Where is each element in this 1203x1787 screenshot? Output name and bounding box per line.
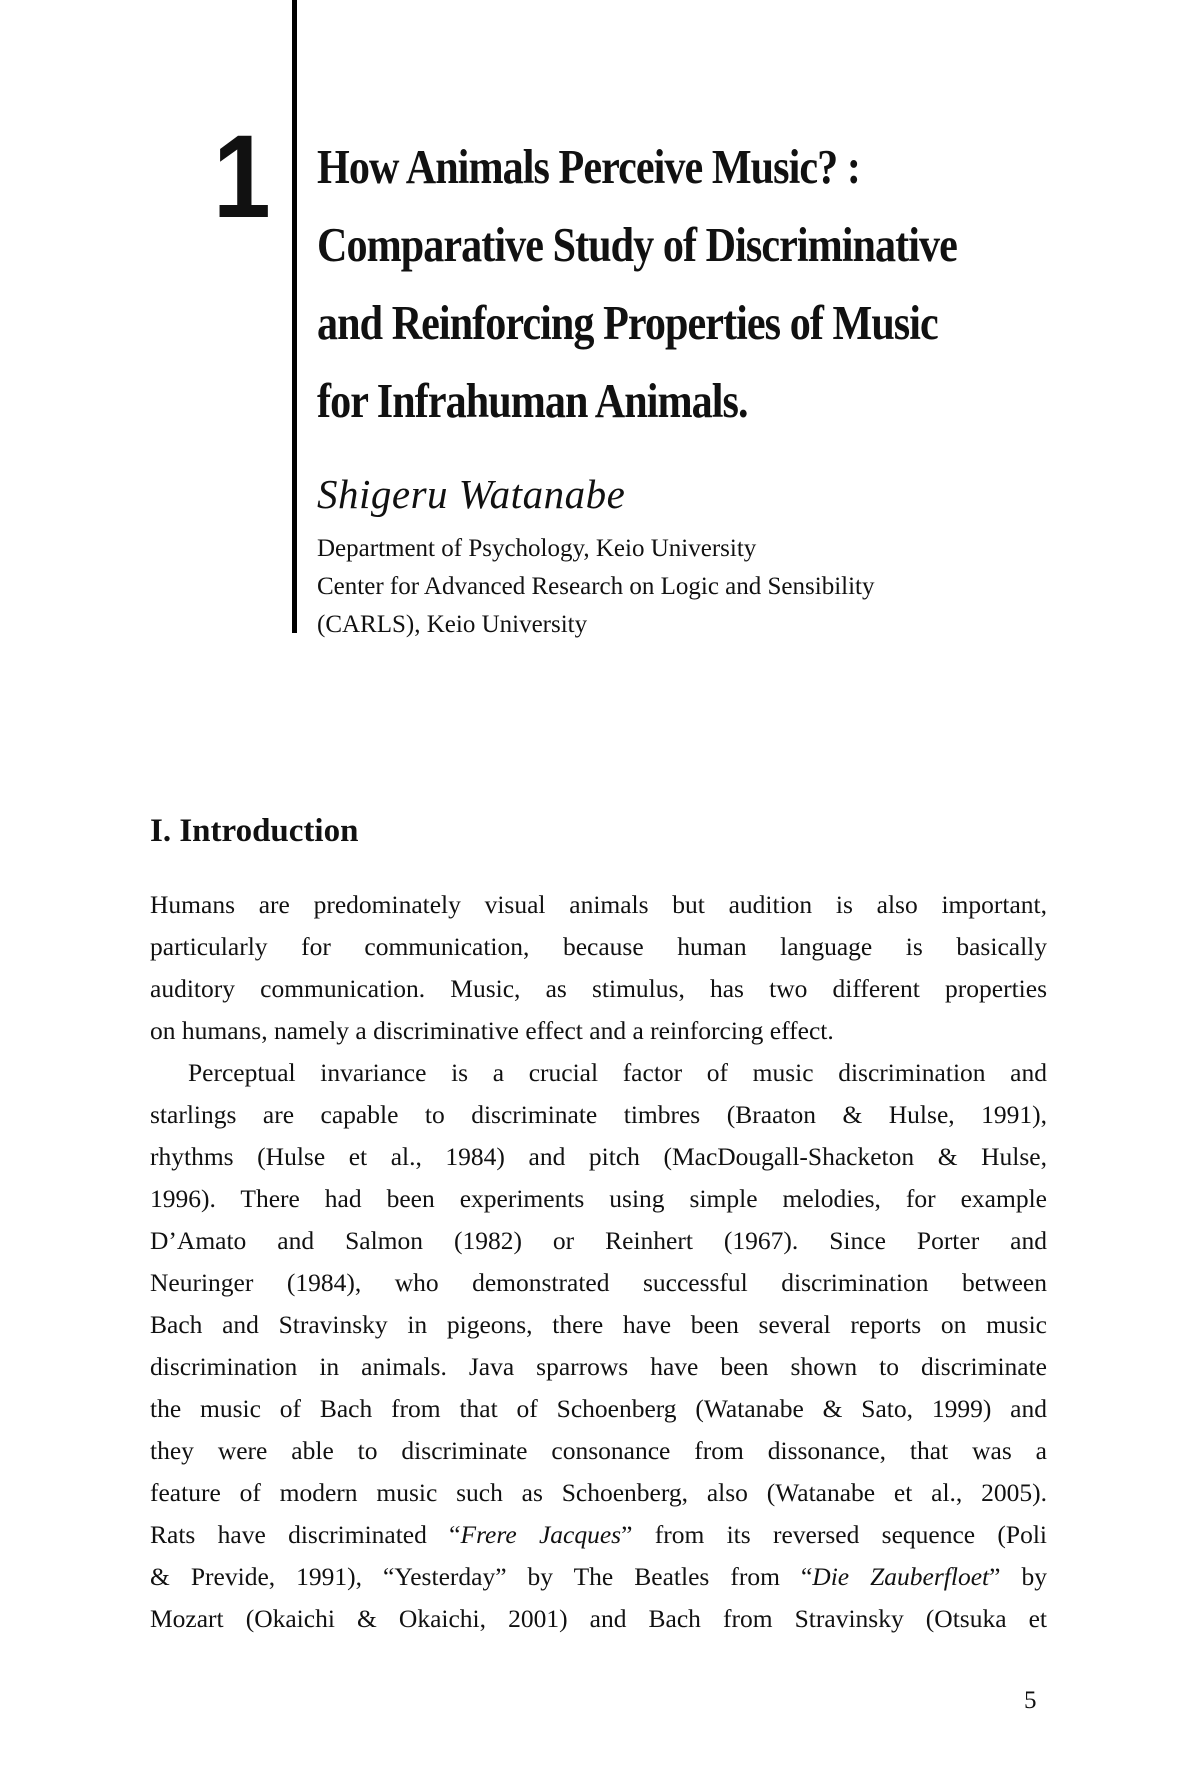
- author-affiliation: [317, 530, 874, 644]
- chapter-title-line: Comparative Study of Discriminative: [317, 217, 957, 272]
- paragraph-2-line: Bach and Stravinsky in pigeons, there have been several reports on music: [150, 1310, 1047, 1339]
- paragraph-1-line: Humans are predominately visual animals but audition is also important,: [150, 890, 1047, 919]
- text-run: Rats have discriminated “: [150, 1520, 461, 1549]
- paragraph-2-line: the music of Bach from that of Schoenberg (Watanabe & Sato, 1999) and: [150, 1394, 1047, 1423]
- paragraph-2-line: discrimination in animals. Java sparrows have been shown to discriminate: [150, 1352, 1047, 1381]
- text-run: & Previde, 1991), “Yesterday” by The Beatles from “: [150, 1562, 813, 1591]
- text-run: ” by: [989, 1562, 1047, 1591]
- paragraph-2-line: [150, 1514, 1047, 1556]
- paragraph-2-line: Neuringer (1984), who demonstrated successful discrimination between: [150, 1268, 1047, 1297]
- paragraph-2-line: they were able to discriminate consonance from dissonance, that was a: [150, 1436, 1047, 1465]
- paragraph-2-line: 1996). There had been experiments using simple melodies, for example: [150, 1184, 1047, 1213]
- affiliation-line: (CARLS), Keio University: [317, 611, 588, 638]
- italic-song-title: Frere Jacques: [460, 1520, 622, 1549]
- paragraph-1-line: on humans, namely a discriminative effect and a reinforcing effect.: [150, 1016, 834, 1045]
- paragraph-2-line: D’Amato and Salmon (1982) or Reinhert (1967). Since Porter and: [150, 1226, 1047, 1255]
- author-name: Shigeru Watanabe: [317, 471, 626, 517]
- affiliation-line: Center for Advanced Research on Logic and Sensibility: [317, 573, 875, 600]
- paragraph-2-line: starlings are capable to discriminate timbres (Braaton & Hulse, 1991),: [150, 1100, 1047, 1129]
- chapter-title: [317, 128, 988, 440]
- chapter-number: 1: [213, 111, 271, 243]
- paragraph-1-line: particularly for communication, because human language is basically: [150, 932, 1047, 961]
- chapter-title-line: How Animals Perceive Music? :: [317, 139, 860, 194]
- chapter-vertical-rule: [292, 0, 297, 633]
- paragraph-1-line: auditory communication. Music, as stimulus, has two different properties: [150, 974, 1047, 1003]
- italic-opera-title: Die Zauberfloet: [812, 1562, 990, 1591]
- paragraph-2-line: feature of modern music such as Schoenberg, also (Watanabe et al., 2005).: [150, 1478, 1047, 1507]
- introduction-body: [150, 884, 1047, 1640]
- affiliation-line: Department of Psychology, Keio University: [317, 535, 757, 562]
- chapter-title-line: and Reinforcing Properties of Music: [317, 295, 938, 350]
- section-heading-introduction: I. Introduction: [150, 813, 359, 849]
- page-number: 5: [1024, 1687, 1037, 1714]
- paragraph-2-line: rhythms (Hulse et al., 1984) and pitch (MacDougall-Shacketon & Hulse,: [150, 1142, 1047, 1171]
- text-run: ” from its reversed sequence (Poli: [621, 1520, 1047, 1549]
- paragraph-2-line: [150, 1556, 1047, 1598]
- paragraph-2-line: Mozart (Okaichi & Okaichi, 2001) and Bach from Stravinsky (Otsuka et: [150, 1604, 1047, 1633]
- chapter-title-line: for Infrahuman Animals.: [317, 373, 748, 428]
- paragraph-2-line: Perceptual invariance is a crucial factor of music discrimination and: [188, 1058, 1047, 1087]
